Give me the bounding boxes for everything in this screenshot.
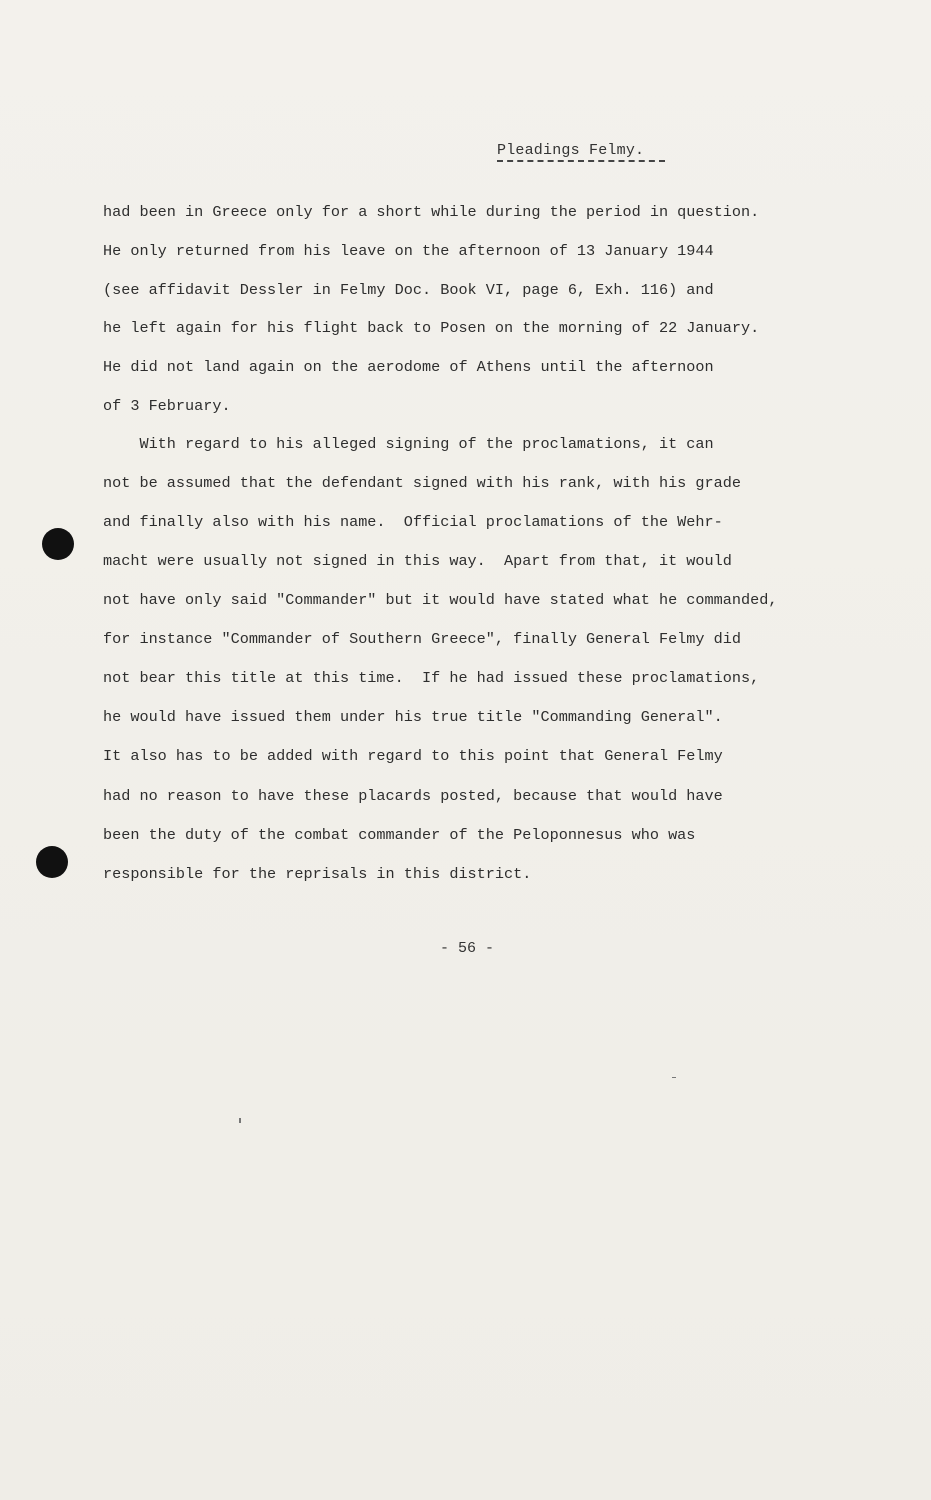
text-line: not be assumed that the defendant signed with his rank, with his grade <box>103 474 741 492</box>
text-line: He only returned from his leave on the afternoon of 13 January 1944 <box>103 242 714 260</box>
page-number: - 56 - <box>440 940 495 957</box>
text-line: he left again for his flight back to Posen on the morning of 22 January. <box>103 319 760 337</box>
text-line: (see affidavit Dessler in Felmy Doc. Book VI, page 6, Exh. 116) and <box>103 281 714 299</box>
header-underline <box>497 160 665 162</box>
paper-speck <box>239 1118 241 1123</box>
punch-hole-top <box>42 528 74 560</box>
text-line: had no reason to have these placards posted, because that would have <box>103 787 723 805</box>
paper-speck <box>672 1077 676 1078</box>
text-line: not have only said "Commander" but it would have stated what he commanded, <box>103 591 778 609</box>
text-line: With regard to his alleged signing of the proclamations, it can <box>103 435 714 453</box>
text-line: been the duty of the combat commander of the Peloponnesus who was <box>103 826 696 844</box>
text-line: for instance "Commander of Southern Greece", finally General Felmy did <box>103 630 741 648</box>
text-line: macht were usually not signed in this way. Apart from that, it would <box>103 552 732 570</box>
text-line: had been in Greece only for a short while during the period in question. <box>103 203 760 221</box>
text-line: responsible for the reprisals in this district. <box>103 865 532 883</box>
text-line: of 3 February. <box>103 397 231 415</box>
punch-hole-bottom <box>36 846 68 878</box>
text-line: he would have issued them under his true title "Commanding General". <box>103 708 723 726</box>
text-line: and finally also with his name. Official proclamations of the Wehr- <box>103 513 723 531</box>
text-line: He did not land again on the aerodome of Athens until the afternoon <box>103 358 714 376</box>
text-line: It also has to be added with regard to this point that General Felmy <box>103 747 723 765</box>
text-line: not bear this title at this time. If he had issued these proclamations, <box>103 669 760 687</box>
running-header: Pleadings Felmy. <box>497 142 645 159</box>
